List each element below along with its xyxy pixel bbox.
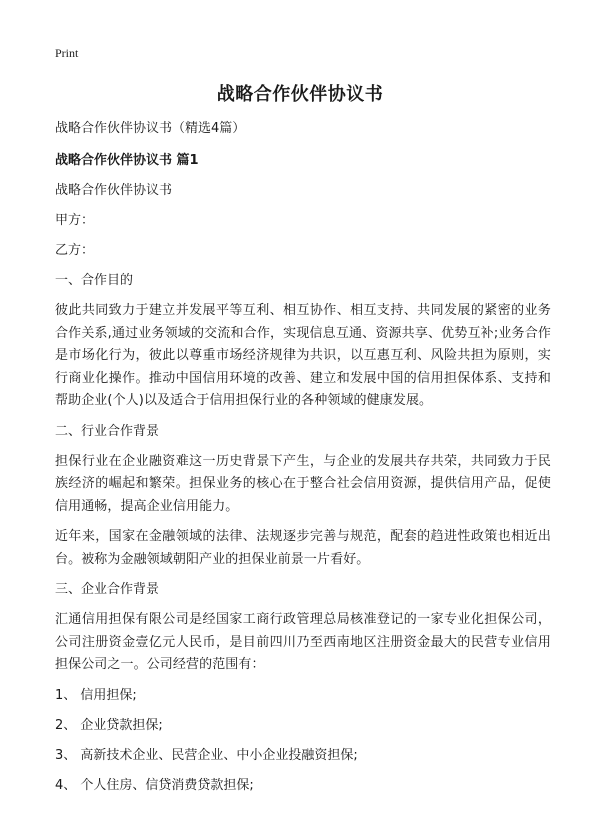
party-a-label: 甲方：: [55, 213, 95, 228]
list-item: 1、 信用担保;: [55, 687, 137, 703]
party-b-label: 乙方：: [55, 243, 95, 258]
list-item: 3、 高新技术企业、民营企业、中小企业投融资担保;: [55, 747, 358, 763]
heading-industry-background: 二、行业合作背景: [55, 423, 160, 439]
heading-enterprise-background: 三、企业合作背景: [55, 582, 160, 597]
paragraph-industry-background: 担保行业在企业融资难这一历史背景下产生，与企业的发展共存共荣，共同致力于民族经济的崛起和繁荣。担保业务的核心在于整合社会信用资源，提供信用产品，促使信用通畅，提高企业信用能力。: [55, 453, 551, 514]
document-body: [55, 118, 551, 797]
list-item: 4、 个人住房、信贷消费贷款担保;: [55, 777, 254, 793]
agreement-name: 战略合作伙伴协议书: [55, 183, 173, 198]
document-subtitle: 战略合作伙伴协议书（精选4篇）: [55, 121, 246, 136]
print-label: Print: [55, 46, 79, 60]
paragraph-cooperation-purpose: 彼此共同致力于建立并发展平等互利、相互协作、相互支持、共同发展的紧密的业务合作关系,通过业务领域的交流和合作，实现信息互通、资源共享、优势互补;业务合作是市场化行为，彼此以尊重市场经济规律为共识，以互惠互利、风险共担为原则，实行商业化操作。推动中国信用环境的改善、建立和发展中国的信用担保体系、支持和帮助企业(个人)以及适合于信用担保行业的各种领域的健康发展。: [55, 303, 551, 408]
paragraph-recent-years: 近年来，国家在金融领域的法律、法规逐步完善与规范，配套的趋进性政策也相近出台。被称为金融领域朝阳产业的担保业前景一片看好。: [55, 529, 551, 567]
heading-cooperation-purpose: 一、合作目的: [55, 273, 134, 288]
section-heading: 战略合作伙伴协议书 篇1: [55, 153, 199, 168]
list-item: 2、 企业贷款担保;: [55, 717, 163, 733]
paragraph-enterprise-background: 汇通信用担保有限公司是经国家工商行政管理总局核准登记的一家专业化担保公司，公司注册资金壹亿元人民币，是目前四川乃至西南地区注册资金最大的民营专业信用担保公司之一。公司经营的范围有：: [55, 612, 551, 672]
document-title: 战略合作伙伴协议书: [216, 84, 384, 105]
